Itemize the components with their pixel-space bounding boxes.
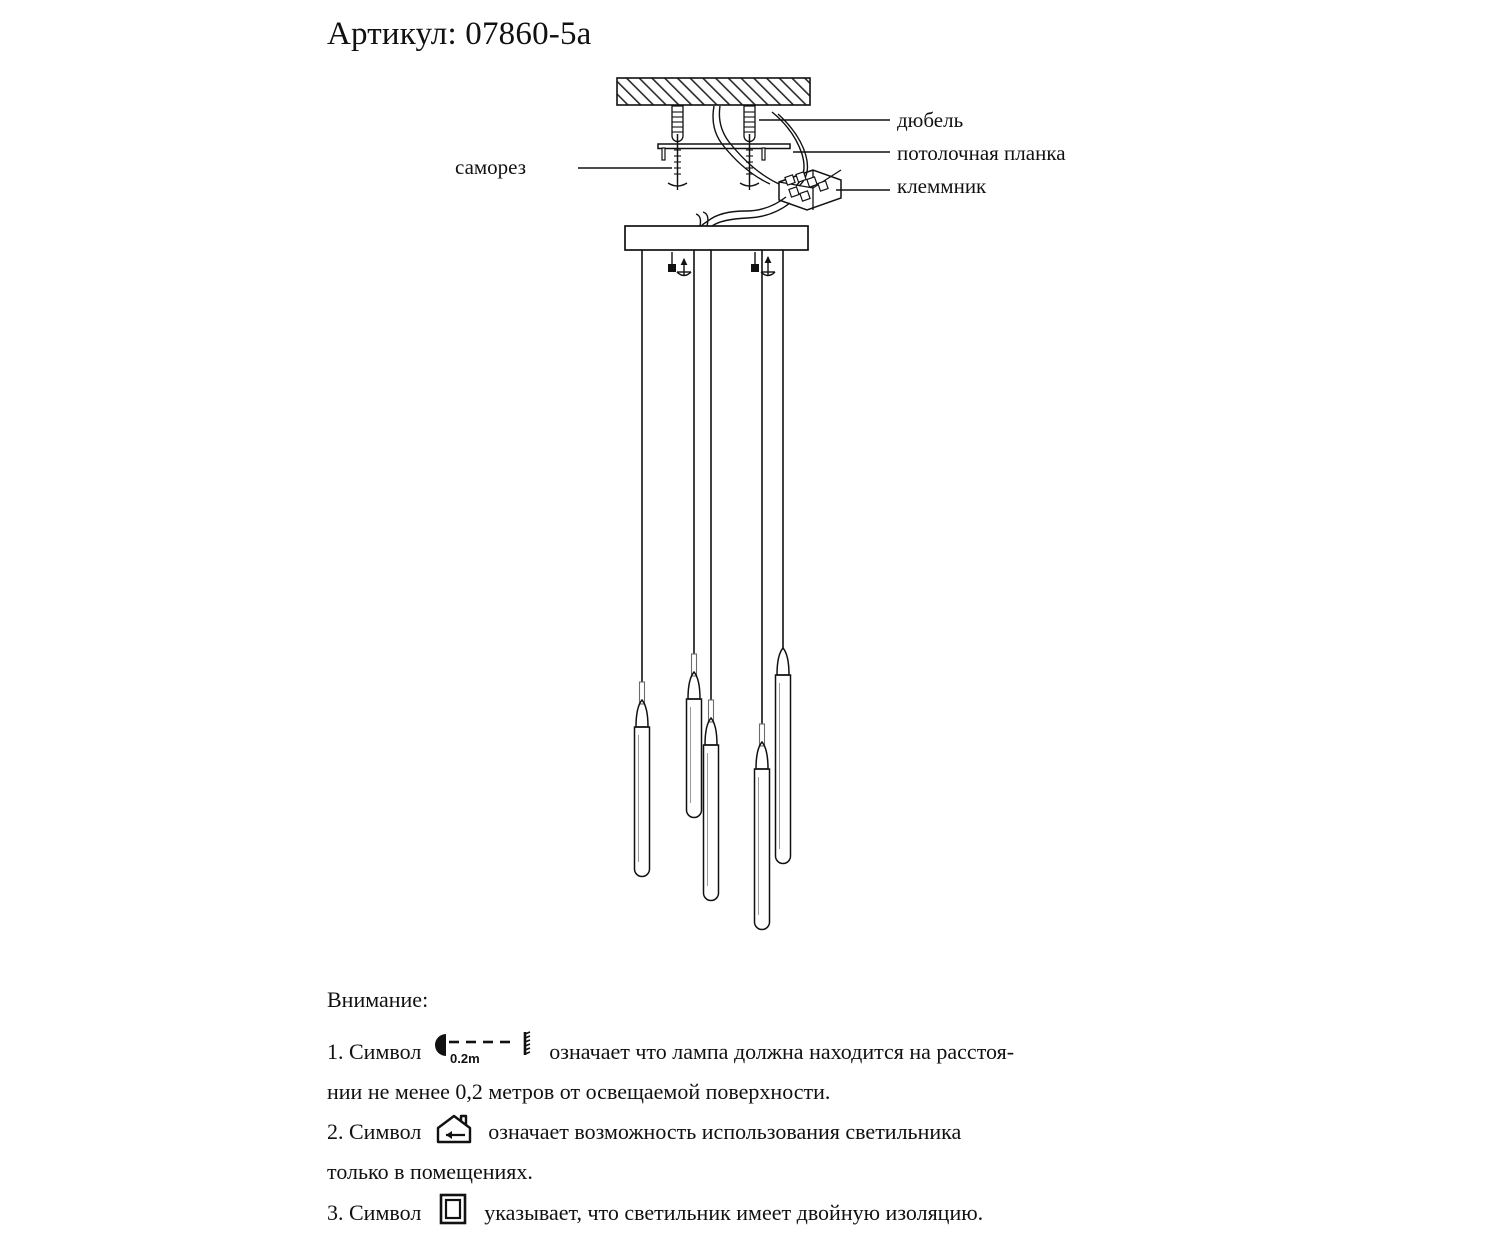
notice-item-1-cont <box>327 1072 1157 1112</box>
hatched-ceiling-slab <box>617 78 810 105</box>
callout-label-terminal-block: клеммник <box>897 174 987 198</box>
pendant-lamp-5 <box>776 648 791 864</box>
double-insulation-icon <box>433 1192 473 1226</box>
callout-label-dowel: дюбель <box>897 108 964 132</box>
notice-block <box>327 985 1157 1233</box>
screw-left <box>668 134 687 190</box>
notice-item-3-text: указывает, что светильник имеет двойную изоляцию. <box>484 1200 984 1225</box>
notice-item-2-text-cont: только в помещениях. <box>327 1159 533 1184</box>
notice-heading: Внимание: <box>327 987 429 1012</box>
cable-adjust-marker-left <box>668 252 691 276</box>
pendant-lamp-3 <box>704 700 719 901</box>
page-title: Артикул: 07860-5a <box>327 16 592 52</box>
notice-item-2-cont <box>327 1152 1157 1192</box>
pendant-lamp-4 <box>755 724 770 930</box>
lamp-distance-value: 0.2m <box>449 1051 480 1065</box>
notice-item-2-index: 2. Символ <box>327 1119 422 1144</box>
pendant-lamp-1 <box>635 682 650 877</box>
callout-label-ceiling-plate: потолочная планка <box>897 141 1066 165</box>
notice-item-3 <box>327 1192 1157 1233</box>
notice-item-3-index: 3. Символ <box>327 1200 422 1225</box>
lamp-distance-icon <box>433 1029 538 1065</box>
notice-item-1-index: 1. Символ <box>327 1039 422 1064</box>
screw-right <box>740 134 759 190</box>
notice-item-1-text-cont: нии не менее 0,2 метров от освещаемой поверхности. <box>327 1079 831 1104</box>
callout-label-screw: саморез <box>455 155 527 179</box>
leader-lines <box>578 120 890 190</box>
canopy-bar <box>625 226 808 250</box>
indoor-house-icon <box>433 1113 477 1145</box>
canopy-wires <box>696 197 790 226</box>
cable-adjust-marker-right <box>751 252 775 276</box>
notice-item-2 <box>327 1112 1157 1152</box>
notice-item-2-text: означает возможность использования светильника <box>488 1119 962 1144</box>
suspension-cables <box>642 250 783 742</box>
notice-item-1-text: означает что лампа должна находится на расстоя- <box>549 1039 1015 1064</box>
pendant-lamp-2 <box>687 654 702 818</box>
notice-item-1 <box>327 1029 1157 1072</box>
